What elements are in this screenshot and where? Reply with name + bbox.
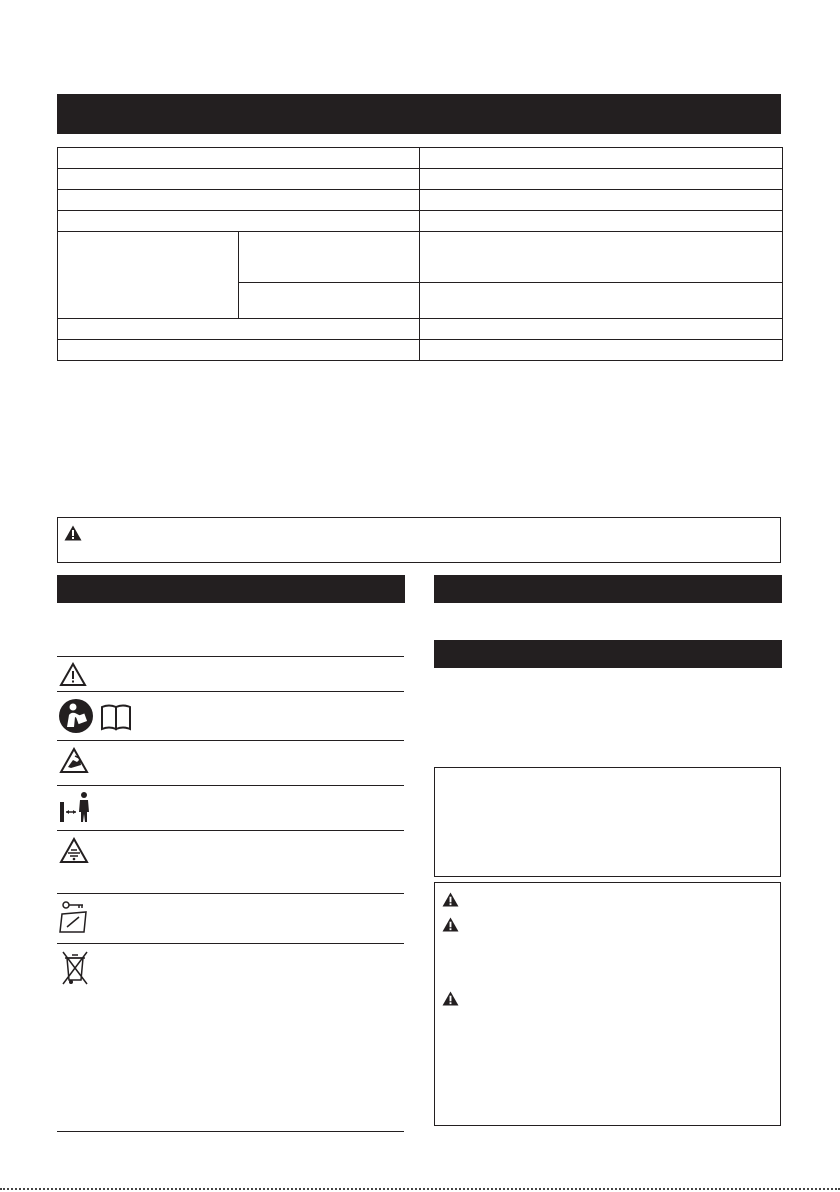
general-warning-box — [57, 517, 781, 563]
divider — [57, 1131, 404, 1132]
list-item — [57, 785, 404, 830]
table-row — [58, 319, 783, 340]
table-row — [58, 190, 783, 211]
table-row — [58, 148, 783, 169]
list-item — [57, 893, 404, 943]
list-item — [57, 830, 404, 893]
symbols-section-bar — [57, 575, 405, 603]
table-row — [58, 211, 783, 232]
list-item — [57, 656, 404, 691]
page-bottom-rule — [0, 1188, 840, 1190]
list-item — [57, 943, 404, 1131]
warning-triangle-icon — [442, 991, 459, 1006]
title-bar — [57, 94, 781, 134]
notice-box — [434, 767, 781, 877]
table-row — [58, 232, 783, 283]
warning-triangle-icon — [442, 892, 459, 907]
warning-triangle-outline-icon — [59, 662, 87, 687]
symbols-list — [57, 656, 404, 1131]
hand-cut-hazard-icon — [59, 747, 89, 774]
warning-triangle-icon — [64, 525, 82, 541]
intended-use-section-bar — [434, 575, 782, 603]
remove-key-manual-icon — [59, 900, 89, 934]
table-group-cell — [58, 232, 239, 319]
table-row — [58, 169, 783, 190]
list-item — [57, 691, 404, 740]
keep-distance-icon — [59, 790, 93, 826]
list-item — [57, 740, 404, 785]
read-manual-icon — [57, 697, 149, 735]
signal-words-box — [434, 882, 781, 1126]
warning-triangle-icon — [442, 917, 459, 932]
specifications-table — [57, 147, 783, 361]
safety-warnings-section-bar — [434, 640, 782, 668]
table-row — [58, 340, 783, 361]
crossed-out-bin-icon — [61, 950, 89, 986]
flying-objects-icon — [59, 837, 89, 865]
